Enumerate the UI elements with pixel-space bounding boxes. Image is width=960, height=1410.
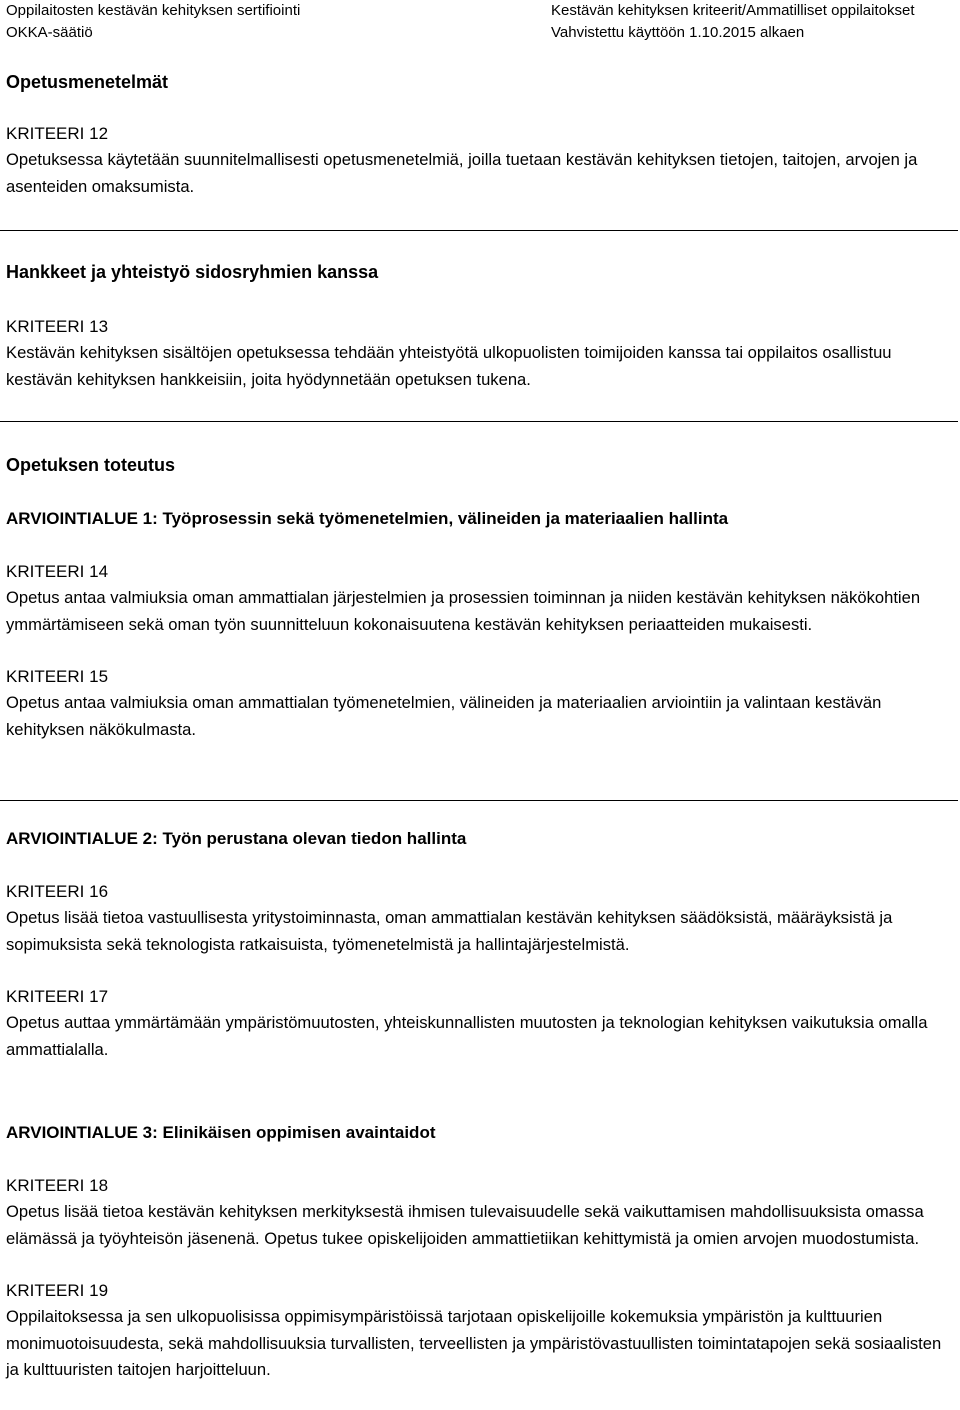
criterion-label: KRITEERI 12	[6, 124, 109, 143]
criterion-text: Opetus lisää tietoa vastuullisesta yritystoiminnasta, oman ammattialan kestävän kehityksen säädöksistä, määräyksistä ja sopimuksista sekä teknologista ratkaisuista, työmenetelmistä ja hallintajärjestelmistä.	[6, 908, 893, 954]
section-hankkeet	[6, 260, 956, 393]
section-divider	[0, 230, 958, 231]
criterion-label: KRITEERI 13	[6, 317, 109, 336]
section-title: Opetusmenetelmät	[6, 72, 169, 92]
page-header	[6, 0, 956, 42]
header-left	[6, 0, 300, 44]
section-area2	[6, 827, 956, 1063]
header-criteria-title: Kestävän kehityksen kriteerit/Ammatilliset oppilaitokset	[551, 2, 915, 19]
section-title: Opetuksen toteutus	[6, 455, 176, 475]
section-opetusmenetelmat	[6, 70, 956, 200]
section-divider	[0, 421, 958, 422]
header-right	[551, 0, 915, 44]
section-title: Hankkeet ja yhteistyö sidosryhmien kanssa	[6, 262, 379, 282]
criterion-text: Kestävän kehityksen sisältöjen opetuksessa tehdään yhteistyötä ulkopuolisten toimijoiden kanssa tai oppilaitos osallistuu kestävän kehityksen hankkeisiin, joita hyödynnetään opetuksen tukena.	[6, 343, 892, 389]
criterion-label: KRITEERI 18	[6, 1176, 109, 1195]
criterion-label: KRITEERI 16	[6, 882, 109, 901]
criterion-label: KRITEERI 15	[6, 667, 109, 686]
assessment-area-title: ARVIOINTIALUE 1: Työprosessin sekä työmenetelmien, välineiden ja materiaalien hallinta	[6, 509, 729, 528]
criterion-text: Opetus antaa valmiuksia oman ammattialan järjestelmien ja prosessien toiminnan ja niiden kestävän kehityksen näkökohtien ymmärtämiseen sekä oman työn suunnitteluun kokonaisuutena kestävän kehityksen periaatteiden mukaisesti.	[6, 588, 921, 634]
criterion-text: Opetus auttaa ymmärtämään ympäristömuutosten, yhteiskunnallisten muutosten ja teknologian kehityksen vaikutuksia omalla ammattialalla.	[6, 1013, 928, 1059]
header-effective-date: Vahvistettu käyttöön 1.10.2015 alkaen	[551, 24, 805, 41]
criterion-label: KRITEERI 14	[6, 562, 109, 581]
criterion-text: Opetus lisää tietoa kestävän kehityksen merkityksestä ihmisen tulevaisuudelle sekä vaikuttamisen mahdollisuuksista omassa elämässä ja työyhteisön jäsenenä. Opetus tukee opiskelijoiden ammattietiikan kehittymistä ja omien arvojen muodostumista.	[6, 1202, 924, 1248]
criterion-label: KRITEERI 19	[6, 1281, 109, 1300]
assessment-area-title: ARVIOINTIALUE 3: Elinikäisen oppimisen avaintaidot	[6, 1123, 436, 1142]
section-area3	[6, 1121, 956, 1384]
section-toteutus	[6, 453, 956, 743]
criterion-label: KRITEERI 17	[6, 987, 109, 1006]
section-divider	[0, 800, 958, 801]
criterion-text: Opetus antaa valmiuksia oman ammattialan työmenetelmien, välineiden ja materiaalien arviointiin ja valintaan kestävän kehityksen näkökulmasta.	[6, 693, 882, 739]
header-organization: OKKA-säätiö	[6, 24, 93, 41]
criterion-text: Oppilaitoksessa ja sen ulkopuolisissa oppimisympäristöissä tarjotaan opiskelijoille kokemuksia ympäristön ja kulttuurien monimuotoisuudesta, sekä mahdollisuuksia turvallisten, terveellisten ja ympäristövastuullisten toimintatapojen sekä sosiaalisten ja kulttuuristen taitojen harjoitteluun.	[6, 1307, 942, 1379]
header-certification-title: Oppilaitosten kestävän kehityksen sertifiointi	[6, 2, 301, 19]
criterion-text: Opetuksessa käytetään suunnitelmallisesti opetusmenetelmiä, joilla tuetaan kestävän kehityksen tietojen, taitojen, arvojen ja asenteiden omaksumista.	[6, 150, 918, 196]
assessment-area-title: ARVIOINTIALUE 2: Työn perustana olevan tiedon hallinta	[6, 829, 467, 848]
